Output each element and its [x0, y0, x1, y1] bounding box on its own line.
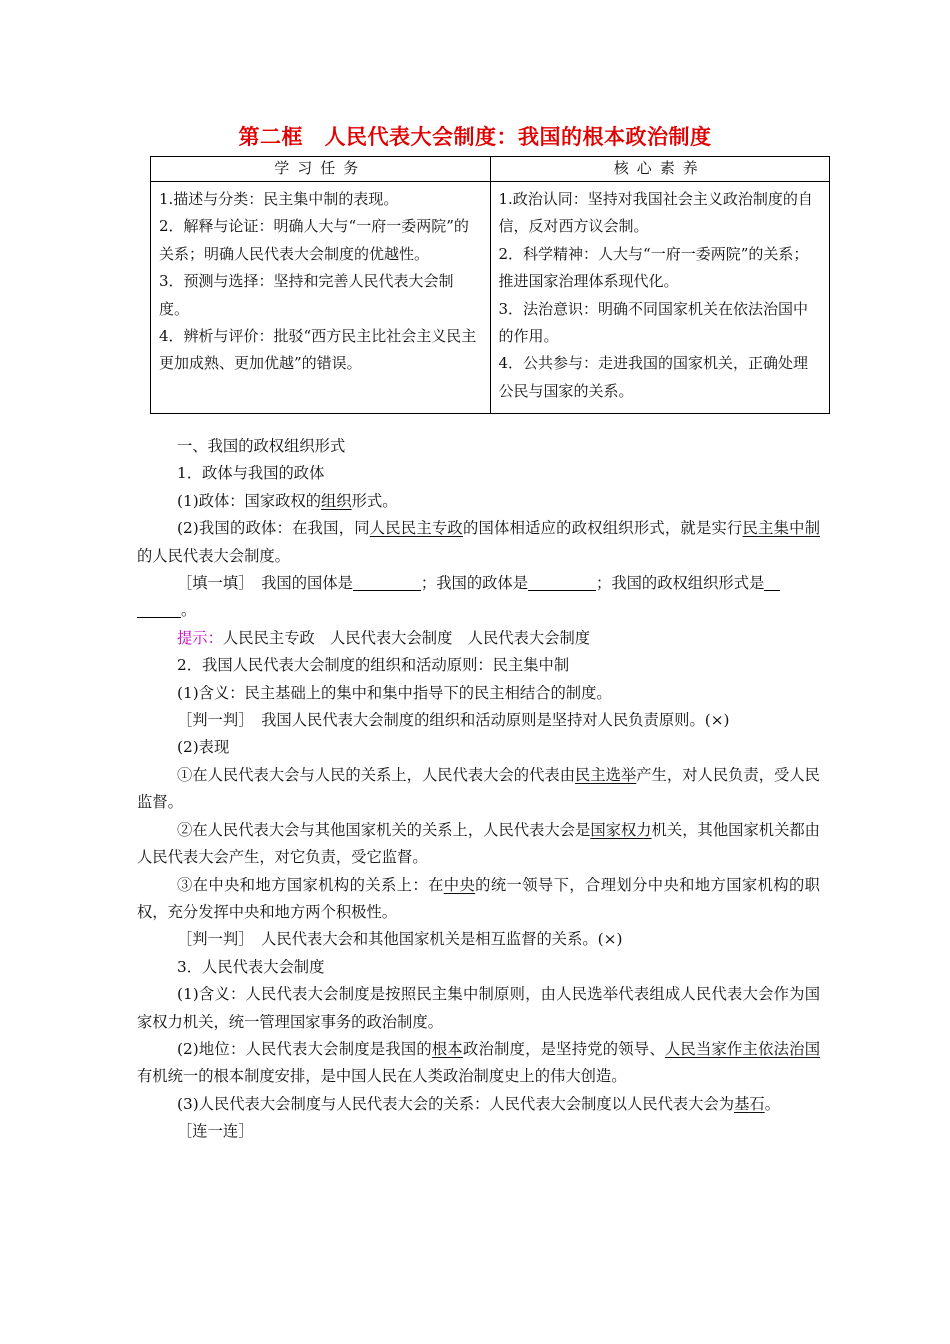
key-term: 根本 [431, 1039, 463, 1058]
hint [137, 625, 820, 652]
literacy-item: 3．法治意识：明确不同国家机关在依法治国中的作用。 [498, 299, 809, 346]
text: 的国体相适应的政权组织形式，就是实行 [462, 519, 743, 538]
text: 政治制度，是坚持党的领导、 [462, 1039, 665, 1058]
hint-text: 人民民主专政 人民代表大会制度 人民代表大会制度 [222, 628, 591, 647]
text: ；我国的政体是 [420, 574, 529, 593]
paragraph: (1)含义：民主基础上的集中和集中指导下的民主相结合的制度。 [177, 683, 612, 702]
key-term: 组织 [321, 491, 352, 510]
lesson-title: 第二框 人民代表大会制度：我国的根本政治制度 [238, 125, 712, 149]
text: 形式。 [351, 491, 398, 510]
text: 产生，对人民负责，受人民监督。 [137, 765, 820, 812]
key-term: 人民当家作主 [664, 1039, 759, 1058]
text: 机关，其他国家机关都由人民代表大会产生，对它负责，受它监督。 [137, 820, 820, 867]
key-term: 民主选举 [575, 765, 637, 784]
text: (3)人民代表大会制度与人民代表大会的关系：人民代表大会制度以人民代表大会为 [177, 1094, 735, 1113]
lesson-body [137, 433, 820, 1146]
key-term: 主集中制 [758, 519, 820, 538]
task-item: 3．预测与选择：坚持和完善人民代表大会制度。 [159, 272, 454, 318]
paragraph [137, 515, 820, 570]
key-term: 基 [734, 1094, 750, 1113]
paragraph [137, 1036, 820, 1091]
text: ①在人民代表大会与人民的关系上，人民代表大会的代表由 [177, 765, 576, 784]
paragraph: (1)含义：人民代表大会制度是按照民主集中制原则，由人民选举代表组成人民代表大会作为国家权力机关，统一管理国家事务的政治制度。 [137, 985, 820, 1031]
key-term: 中央 [443, 875, 476, 894]
key-term: 石 [749, 1094, 765, 1113]
literacy-item: 2．科学精神：人大与“一府一委两院”的关系；推进国家治理体系现代化。 [498, 244, 809, 291]
core-literacy-cell [490, 182, 830, 414]
paragraph [137, 1091, 820, 1118]
answer-blank[interactable] [353, 572, 421, 591]
fill-in-exercise [137, 570, 820, 625]
task-item: 1.描述与分类：民主集中制的表现。 [159, 190, 399, 208]
paragraph [137, 817, 820, 872]
matching-exercise-label: ［连一连］ [177, 1122, 254, 1141]
answer-blank[interactable] [764, 572, 780, 591]
text: (2)我国的政体：在我国，同 [177, 519, 370, 538]
judge-exercise: ［判一判］ 我国人民代表大会制度的组织和活动原则是坚持对人民负责原则。(×) [177, 711, 730, 730]
text: ②在人民代表大会与其他国家机关的关系上，人民代表大会是 [177, 820, 591, 839]
text: 。 [764, 1094, 780, 1113]
key-term: 依法治国 [758, 1039, 820, 1058]
paragraph [137, 762, 820, 817]
subsection-heading: 2．我国人民代表大会制度的组织和活动原则：民主集中制 [177, 656, 570, 675]
text: ③在中央和地方国家机构的关系上：在 [177, 875, 444, 894]
paragraph [137, 488, 820, 515]
answer-blank[interactable] [137, 599, 181, 618]
text: ；我国的政权组织形式是 [596, 574, 765, 593]
task-item: 2．解释与论证：明确人大与“一府一委两院”的关系；明确人民代表大会制度的优越性。 [159, 217, 469, 263]
text: ［填一填］ 我国的国体是 [177, 574, 353, 593]
learning-tasks-cell [151, 182, 491, 414]
task-item: 4．辨析与评价：批驳“西方民主比社会主义民主更加成熟、更加优越”的错误。 [159, 327, 477, 373]
key-term: 民 [742, 519, 759, 538]
key-term: 国家权力 [590, 820, 652, 839]
key-term: 人民民主专政 [369, 519, 463, 538]
hint-label: 提示： [177, 628, 223, 647]
literacy-item: 1.政治认同：坚持对我国社会主义政治制度的自信，反对西方议会制。 [498, 190, 813, 236]
paragraph: (2)表现 [177, 738, 230, 757]
objectives-table [150, 156, 830, 414]
text: (1)政体：国家政权的 [177, 491, 322, 510]
paragraph [137, 872, 820, 927]
judge-exercise: ［判一判］ 人民代表大会和其他国家机关是相互监督的关系。(×) [177, 930, 623, 949]
text: 。 [181, 601, 197, 620]
text: 有机统一的根本制度安排，是中国人民在人类政治制度史上的伟大创造。 [137, 1067, 627, 1086]
header-learning-tasks: 学习任务 [151, 157, 491, 182]
subsection-heading: 1．政体与我国的政体 [177, 464, 325, 483]
section-heading: 一、我国的政权组织形式 [177, 437, 346, 455]
answer-blank[interactable] [528, 572, 596, 591]
text: 的人民代表大会制度。 [137, 546, 290, 565]
text: 的统一领导下，合理划分中央和地方国家机构的职权，充分发挥中央和地方两个积极性。 [137, 875, 820, 921]
header-core-literacy: 核心素养 [490, 157, 830, 182]
literacy-item: 4．公共参与：走进我国的国家机关，正确处理公民与国家的关系。 [498, 354, 809, 400]
text: (2)地位：人民代表大会制度是我国的 [177, 1039, 432, 1058]
subsection-heading: 3．人民代表大会制度 [177, 957, 325, 976]
